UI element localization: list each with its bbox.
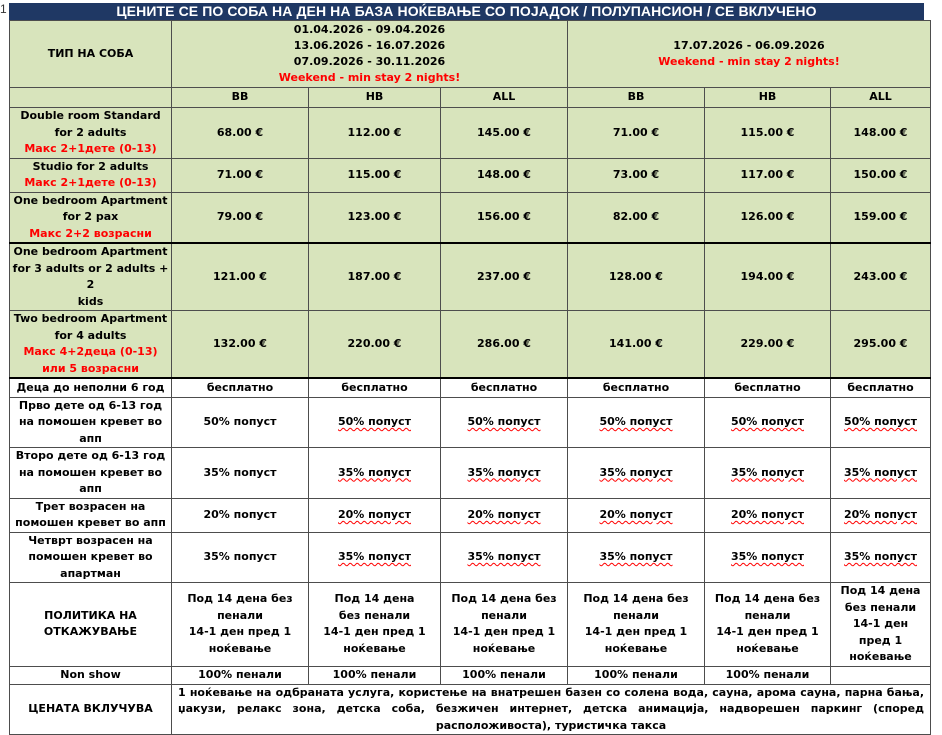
discount-value: 50% попуст: [338, 415, 411, 428]
no-show-cell: 100% пенали: [309, 666, 441, 684]
price-table: [9, 20, 931, 735]
corner-label: 1: [0, 2, 7, 16]
cancellation-line-2: 14-1 ден пред 1 ноќевање: [452, 625, 556, 655]
discount-label: Деца до неполни 6 год: [10, 378, 172, 397]
discount-row-first-child: [10, 397, 931, 448]
cancellation-label: ПОЛИТИКА НА ОТКАЖУВАЊЕ: [10, 583, 172, 667]
period1-date-1: 01.04.2026 - 09.04.2026: [293, 23, 446, 36]
price-cell: 148.00 €: [441, 158, 568, 192]
discount-row-fourth-adult: [10, 532, 931, 583]
room-row-one-bedroom-3adults: [10, 243, 931, 311]
price-cell: 156.00 €: [441, 192, 568, 243]
board-row: [10, 88, 931, 108]
discount-value: 50% попуст: [731, 415, 804, 428]
discount-value: 50% попуст: [467, 415, 541, 428]
cancellation-line-1: Под 14 дена без пенали: [583, 592, 689, 622]
discount-cell: [441, 498, 568, 532]
price-cell: 123.00 €: [309, 192, 441, 243]
no-show-cell: [831, 666, 931, 684]
price-cell: 150.00 €: [831, 158, 931, 192]
discount-cell: [309, 532, 441, 583]
period2-date-1: 17.07.2026 - 06.09.2026: [673, 38, 825, 52]
discount-cell: 35% попуст: [172, 448, 309, 499]
room-row-one-bedroom-2pax: [10, 192, 931, 243]
cancellation-line-2: 14-1 ден пред 1 ноќевање: [323, 625, 426, 655]
board-header: HB: [705, 88, 831, 108]
price-cell: 145.00 €: [441, 108, 568, 159]
discount-cell: [831, 532, 931, 583]
board-header: BB: [172, 88, 309, 108]
discount-value: 20% попуст: [338, 507, 411, 521]
discount-cell: бесплатно: [309, 378, 441, 397]
cancellation-line-2: 14-1 ден пред 1 ноќевање: [716, 625, 819, 655]
price-cell: 71.00 €: [172, 158, 309, 192]
discount-cell: [441, 532, 568, 583]
discount-row-second-child: [10, 448, 931, 499]
cancellation-line-2: 14-1 ден пред 1 ноќевање: [849, 617, 912, 663]
price-cell: 71.00 €: [568, 108, 705, 159]
price-cell: 229.00 €: [705, 311, 831, 379]
discount-cell: бесплатно: [172, 378, 309, 397]
discount-value: 35% попуст: [338, 550, 411, 563]
discount-cell: [309, 397, 441, 448]
discount-value: 20% попуст: [731, 507, 804, 521]
discount-cell: [441, 397, 568, 448]
price-cell: 117.00 €: [705, 158, 831, 192]
discount-label: Второ дете од 6-13 год на помошен кревет во апп: [10, 448, 172, 499]
room-type-header: ТИП НА СОБА: [10, 21, 172, 88]
discount-cell: [705, 498, 831, 532]
room-row-double: [10, 108, 931, 159]
cancellation-line-1: Под 14 дена без пенали: [334, 592, 415, 622]
room-note: Макс 4+2деца (0-13) или 5 возрасни: [23, 345, 158, 375]
discount-cell: [568, 448, 705, 499]
discount-value: 50% попуст: [599, 415, 673, 428]
discount-value: 35% попуст: [844, 550, 917, 563]
period1-date-2: 13.06.2026 - 16.07.2026: [293, 39, 446, 52]
cancellation-cell: [568, 583, 705, 667]
discount-cell: бесплатно: [831, 378, 931, 397]
discount-cell: 50% попуст: [172, 397, 309, 448]
cancellation-cell: [831, 583, 931, 667]
cancellation-cell: [441, 583, 568, 667]
room-name-line: for 2 pax: [62, 210, 119, 223]
price-cell: 82.00 €: [568, 192, 705, 243]
cancellation-line-1: Под 14 дена без пенали: [840, 584, 921, 614]
price-cell: 121.00 €: [172, 243, 309, 311]
price-cell: 68.00 €: [172, 108, 309, 159]
discount-cell: [831, 448, 931, 499]
discount-value: 20% попуст: [844, 507, 917, 521]
discount-cell: [705, 397, 831, 448]
period2-note: Weekend - min stay 2 nights!: [658, 55, 840, 68]
cancellation-line-2: 14-1 ден пред 1 ноќевање: [584, 625, 688, 655]
price-cell: 79.00 €: [172, 192, 309, 243]
discount-value: 35% попуст: [338, 465, 411, 479]
discount-cell: [568, 498, 705, 532]
no-show-cell: 100% пенали: [172, 666, 309, 684]
price-cell: 286.00 €: [441, 311, 568, 379]
price-cell: 128.00 €: [568, 243, 705, 311]
discount-value: 35% попуст: [467, 465, 541, 479]
room-note: Макс 2+1дете (0-13): [24, 142, 157, 155]
discount-value: 35% попуст: [731, 465, 804, 479]
room-name: [10, 192, 172, 243]
discount-cell: [441, 448, 568, 499]
header-period-row: [10, 21, 931, 88]
board-header: BB: [568, 88, 705, 108]
discount-value: 20% попуст: [599, 507, 673, 521]
discount-cell: бесплатно: [705, 378, 831, 397]
period2-header: [568, 21, 931, 88]
cancellation-cell: [172, 583, 309, 667]
price-cell: 141.00 €: [568, 311, 705, 379]
board-header: HB: [309, 88, 441, 108]
room-name-line: for 3 adults or 2 adults + 2: [12, 261, 169, 291]
discount-cell: [705, 532, 831, 583]
discount-cell: 35% попуст: [172, 532, 309, 583]
discount-label: Прво дете од 6-13 год на помошен кревет во апп: [10, 397, 172, 448]
discount-cell: бесплатно: [568, 378, 705, 397]
period1-note: Weekend - min stay 2 nights!: [278, 71, 461, 84]
discount-label: Четврт возрасен на помошен кревет во апартман: [10, 532, 172, 583]
room-name: [10, 108, 172, 159]
price-cell: 126.00 €: [705, 192, 831, 243]
discount-label: Трет возрасен на помошен кревет во апп: [10, 498, 172, 532]
board-empty-cell: [10, 88, 172, 108]
price-cell: 115.00 €: [309, 158, 441, 192]
discount-value: 35% попуст: [599, 465, 673, 479]
discount-value: 35% попуст: [599, 550, 673, 563]
no-show-cell: 100% пенали: [441, 666, 568, 684]
cancellation-row: [10, 583, 931, 667]
discount-cell: [568, 532, 705, 583]
room-name: [10, 243, 172, 311]
room-name: [10, 158, 172, 192]
discount-row-children-under-6: [10, 378, 931, 397]
board-header: ALL: [831, 88, 931, 108]
price-cell: 112.00 €: [309, 108, 441, 159]
price-cell: 148.00 €: [831, 108, 931, 159]
no-show-cell: 100% пенали: [705, 666, 831, 684]
discount-value: 35% попуст: [467, 550, 541, 563]
period1-date-3: 07.09.2026 - 30.11.2026: [293, 55, 446, 68]
room-name-line: Studio for 2 adults: [32, 159, 149, 173]
board-header: ALL: [441, 88, 568, 108]
discount-cell: [309, 498, 441, 532]
page-title: ЦЕНИТЕ СЕ ПО СОБА НА ДЕН НА БАЗА НОЌЕВАЊЕ СО ПОЈАДОК / ПОЛУПАНСИОН / СЕ ВКЛУЧЕНО: [9, 3, 924, 20]
price-cell: 187.00 €: [309, 243, 441, 311]
discount-cell: [831, 498, 931, 532]
price-cell: 220.00 €: [309, 311, 441, 379]
price-cell: 194.00 €: [705, 243, 831, 311]
cancellation-line-1: Под 14 дена без пенали: [714, 592, 821, 622]
discount-value: 50% попуст: [844, 415, 917, 428]
discount-cell: [309, 448, 441, 499]
discount-cell: 20% попуст: [172, 498, 309, 532]
included-row: [10, 684, 931, 735]
included-text: 1 ноќевање на одбраната услуга, користење на внатрешен базен со солена вода, сауна, арома сауна, парна бања, џакузи, релакс зона, детска соба, безжичен интернет, детска анимација, надворешен паркинг (според расположивоста), туристичка такса: [172, 684, 931, 735]
cancellation-cell: [705, 583, 831, 667]
cancellation-cell: [309, 583, 441, 667]
room-name: [10, 311, 172, 379]
discount-cell: [831, 397, 931, 448]
discount-cell: бесплатно: [441, 378, 568, 397]
room-name-line: One bedroom Apartment: [13, 245, 168, 258]
no-show-cell: 100% пенали: [568, 666, 705, 684]
no-show-row: [10, 666, 931, 684]
room-name-line: Double room Standard: [20, 109, 161, 122]
period1-header: [172, 21, 568, 88]
cancellation-line-1: Под 14 дена без пенали: [187, 592, 293, 622]
room-name-line: for 4 adults: [54, 328, 127, 342]
price-cell: 132.00 €: [172, 311, 309, 379]
price-cell: 243.00 €: [831, 243, 931, 311]
price-cell: 295.00 €: [831, 311, 931, 379]
price-cell: 159.00 €: [831, 192, 931, 243]
price-cell: 237.00 €: [441, 243, 568, 311]
room-note: Макс 2+1дете (0-13): [24, 176, 157, 189]
room-row-studio: [10, 158, 931, 192]
cancellation-line-1: Под 14 дена без пенали: [451, 592, 557, 622]
price-cell: 73.00 €: [568, 158, 705, 192]
discount-row-third-adult: [10, 498, 931, 532]
room-row-two-bedroom: [10, 311, 931, 379]
room-name-line: One bedroom Apartment: [13, 193, 168, 207]
included-label: ЦЕНАТА ВКЛУЧУВА: [10, 684, 172, 735]
discount-value: 35% попуст: [731, 550, 804, 563]
room-name-line: Two bedroom Apartment: [13, 312, 168, 325]
no-show-label: Non show: [10, 666, 172, 684]
discount-value: 20% попуст: [467, 507, 541, 521]
discount-value: 35% попуст: [844, 465, 917, 479]
room-note: Макс 2+2 возрасни: [29, 226, 152, 240]
room-name-line: for 2 adults: [54, 125, 127, 139]
room-name-line: kids: [77, 294, 104, 308]
discount-cell: [568, 397, 705, 448]
price-cell: 115.00 €: [705, 108, 831, 159]
cancellation-line-2: 14-1 ден пред 1 ноќевање: [188, 625, 292, 655]
discount-cell: [705, 448, 831, 499]
